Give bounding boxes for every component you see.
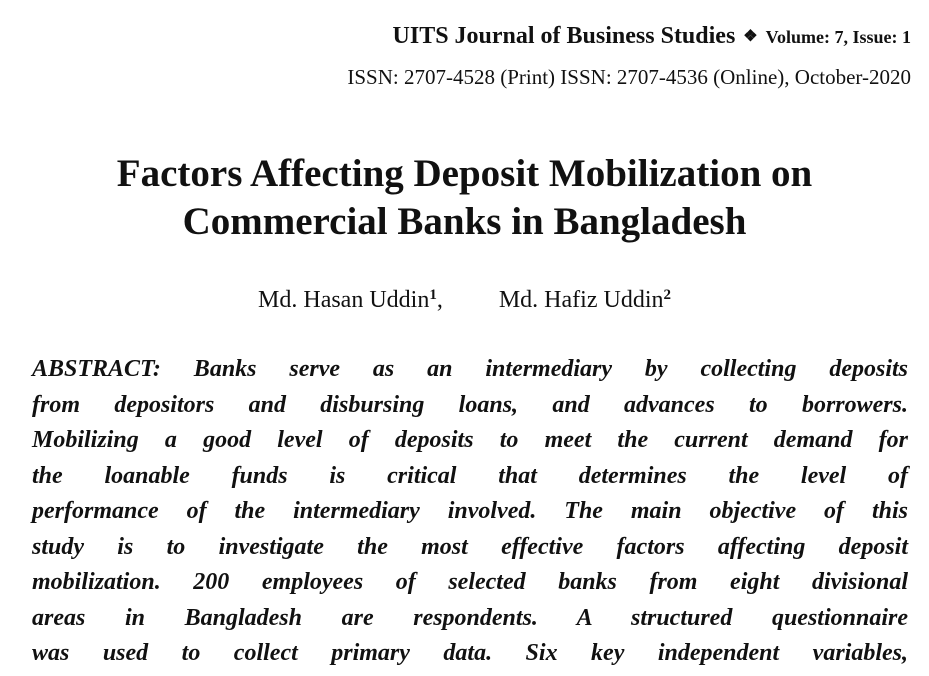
abstract-line: mobilization. 200 employees of selected banks from eight divisional <box>32 569 908 595</box>
abstract-line: the loanable funds is critical that determines the level of <box>32 462 908 489</box>
issn-line: ISSN: 2707-4528 (Print) ISSN: 2707-4536 (Online), October-2020 <box>347 65 911 89</box>
abstract-line: performance of the intermediary involved. The main objective of this <box>32 498 908 524</box>
author-name: Md. Hafiz Uddin <box>498 287 664 313</box>
volume-issue: Volume: 7, Issue: 1 <box>765 27 911 47</box>
abstract <box>32 352 908 672</box>
abstract-line: areas in Bangladesh are respondents. A structured questionnaire <box>32 604 908 631</box>
journal-header <box>393 20 911 55</box>
title-line-1: Factors Affecting Deposit Mobilization on <box>116 152 813 195</box>
author-separator: , <box>436 287 443 313</box>
diamond-icon: ❖ <box>743 28 758 45</box>
abstract-line: was used to collect primary data. Six key independent variables, <box>32 640 908 666</box>
author-affiliation: 1 <box>429 287 437 303</box>
abstract-line: study is to investigate the most effective factors affecting deposit <box>32 533 908 560</box>
paper-title <box>0 150 929 246</box>
abstract-line: ABSTRACT: Banks serve as an intermediary by collecting deposits <box>32 356 908 382</box>
journal-name: UITS Journal of Business Studies <box>392 23 736 49</box>
abstract-line: Mobilizing a good level of deposits to meet the current demand for <box>32 427 908 453</box>
author-affiliation: 2 <box>663 287 671 303</box>
author-name: Md. Hasan Uddin <box>258 287 430 313</box>
title-line-2: Commercial Banks in Bangladesh <box>182 200 747 243</box>
abstract-line: from depositors and disbursing loans, and advances to borrowers. <box>32 391 908 418</box>
author-list <box>0 283 929 317</box>
